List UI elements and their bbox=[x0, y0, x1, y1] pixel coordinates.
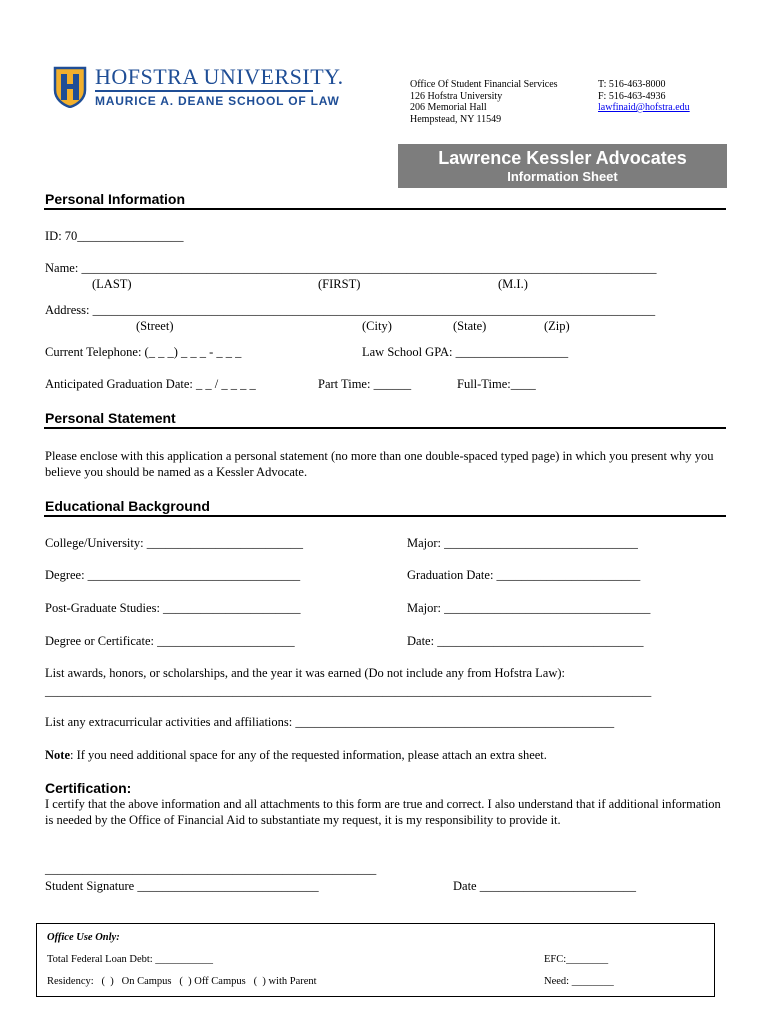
form-title-box bbox=[398, 144, 727, 188]
address-zip-label: (Zip) bbox=[544, 319, 570, 333]
name-first-label: (FIRST) bbox=[318, 277, 361, 291]
name-last-label: (LAST) bbox=[92, 277, 132, 291]
office-address bbox=[410, 79, 558, 125]
section-divider bbox=[44, 208, 726, 210]
office-contact bbox=[598, 79, 690, 114]
college-field[interactable]: College/University: _________________________ bbox=[45, 536, 303, 550]
form-title: Lawrence Kessler Advocates bbox=[438, 148, 687, 168]
degree-field[interactable]: Degree: __________________________________ bbox=[45, 568, 301, 582]
note-text bbox=[45, 748, 547, 763]
full-time-field[interactable]: Full-Time:____ bbox=[457, 377, 536, 391]
hofstra-shield-icon bbox=[53, 66, 87, 108]
address-city-label: (City) bbox=[362, 319, 392, 333]
certificate-field[interactable]: Degree or Certificate: ______________________ bbox=[45, 634, 295, 648]
section-heading-education: Educational Background bbox=[45, 498, 210, 514]
statement-instructions: Please enclose with this application a personal statement (no more than one double-spaced typed page) in which you present why you believe you should be named as a Kessler Advocate. bbox=[45, 449, 714, 479]
office-use-title: Office Use Only: bbox=[47, 932, 120, 943]
certification-text: I certify that the above information and all attachments to this form are true and correct. I also understand that if additional information is needed by the Office of Financial Aid to substantiate my request, it is my responsibility to provide it. bbox=[45, 797, 721, 827]
note-label: Note bbox=[45, 748, 70, 762]
email-link[interactable]: lawfinaid@hofstra.edu bbox=[598, 102, 690, 113]
graduation-date-field[interactable]: Graduation Date: _______________________ bbox=[407, 568, 641, 582]
need-field[interactable]: Need: ________ bbox=[544, 976, 614, 987]
postgrad-major-field[interactable]: Major: _________________________________ bbox=[407, 601, 651, 615]
office-line: 206 Memorial Hall bbox=[410, 102, 487, 113]
awards-field[interactable]: _________________________________________________________________________________________________ bbox=[45, 684, 652, 698]
form-subtitle: Information Sheet bbox=[507, 169, 618, 184]
id-field[interactable]: ID: 70_________________ bbox=[45, 229, 184, 243]
office-line: 126 Hofstra University bbox=[410, 90, 503, 102]
section-divider bbox=[44, 515, 726, 517]
loan-debt-field[interactable]: Total Federal Loan Debt: ___________ bbox=[47, 954, 214, 965]
postgrad-field[interactable]: Post-Graduate Studies: ______________________ bbox=[45, 601, 301, 615]
note-body: : If you need additional space for any of the requested information, please attach an extra sheet. bbox=[70, 748, 547, 762]
part-time-field[interactable]: Part Time: ______ bbox=[318, 377, 412, 391]
office-line: Hempstead, NY 11549 bbox=[410, 113, 502, 125]
gpa-field[interactable]: Law School GPA: __________________ bbox=[362, 345, 569, 359]
activities-field[interactable]: List any extracurricular activities and affiliations: ___________________________________________________ bbox=[45, 715, 615, 729]
section-heading-personal: Personal Information bbox=[45, 191, 186, 207]
fax-number: F: 516-463-4936 bbox=[598, 90, 666, 102]
section-heading-certification: Certification: bbox=[45, 780, 132, 796]
section-heading-statement: Personal Statement bbox=[45, 410, 176, 426]
address-street-label: (Street) bbox=[136, 319, 174, 333]
signature-line: _____________________________________________________ bbox=[45, 862, 377, 876]
telephone-field[interactable]: Current Telephone: (_ _ _) _ _ _ - _ _ _ bbox=[45, 345, 242, 359]
name-field[interactable]: Name: ____________________________________________________________________________________________ bbox=[45, 261, 657, 275]
office-line: Office Of Student Financial Services bbox=[410, 79, 558, 90]
student-signature-field[interactable]: Student Signature _____________________________ bbox=[45, 879, 319, 893]
phone-number: T: 516-463-8000 bbox=[598, 79, 666, 90]
efc-field[interactable]: EFC:________ bbox=[544, 954, 609, 965]
logo-divider bbox=[95, 90, 313, 92]
residency-field[interactable]: Residency: ( ) On Campus ( ) Off Campus ( ) with Parent bbox=[47, 976, 317, 987]
address-state-label: (State) bbox=[453, 319, 487, 333]
address-field[interactable]: Address: __________________________________________________________________________________________ bbox=[45, 303, 656, 317]
certificate-date-field[interactable]: Date: _________________________________ bbox=[407, 634, 644, 648]
section-divider bbox=[44, 427, 726, 429]
school-name: MAURICE A. DEANE SCHOOL OF LAW bbox=[95, 94, 340, 108]
signature-date-field[interactable]: Date _________________________ bbox=[453, 879, 636, 893]
university-name: HOFSTRA UNIVERSITY. bbox=[95, 64, 344, 89]
office-use-box bbox=[36, 923, 715, 997]
graduation-date-field[interactable]: Anticipated Graduation Date: _ _ / _ _ _ _ bbox=[45, 377, 256, 391]
name-mi-label: (M.I.) bbox=[498, 277, 528, 291]
awards-prompt: List awards, honors, or scholarships, and the year it was earned (Do not include any from Hofstra Law): bbox=[45, 666, 565, 680]
major-field[interactable]: Major: _______________________________ bbox=[407, 536, 638, 550]
